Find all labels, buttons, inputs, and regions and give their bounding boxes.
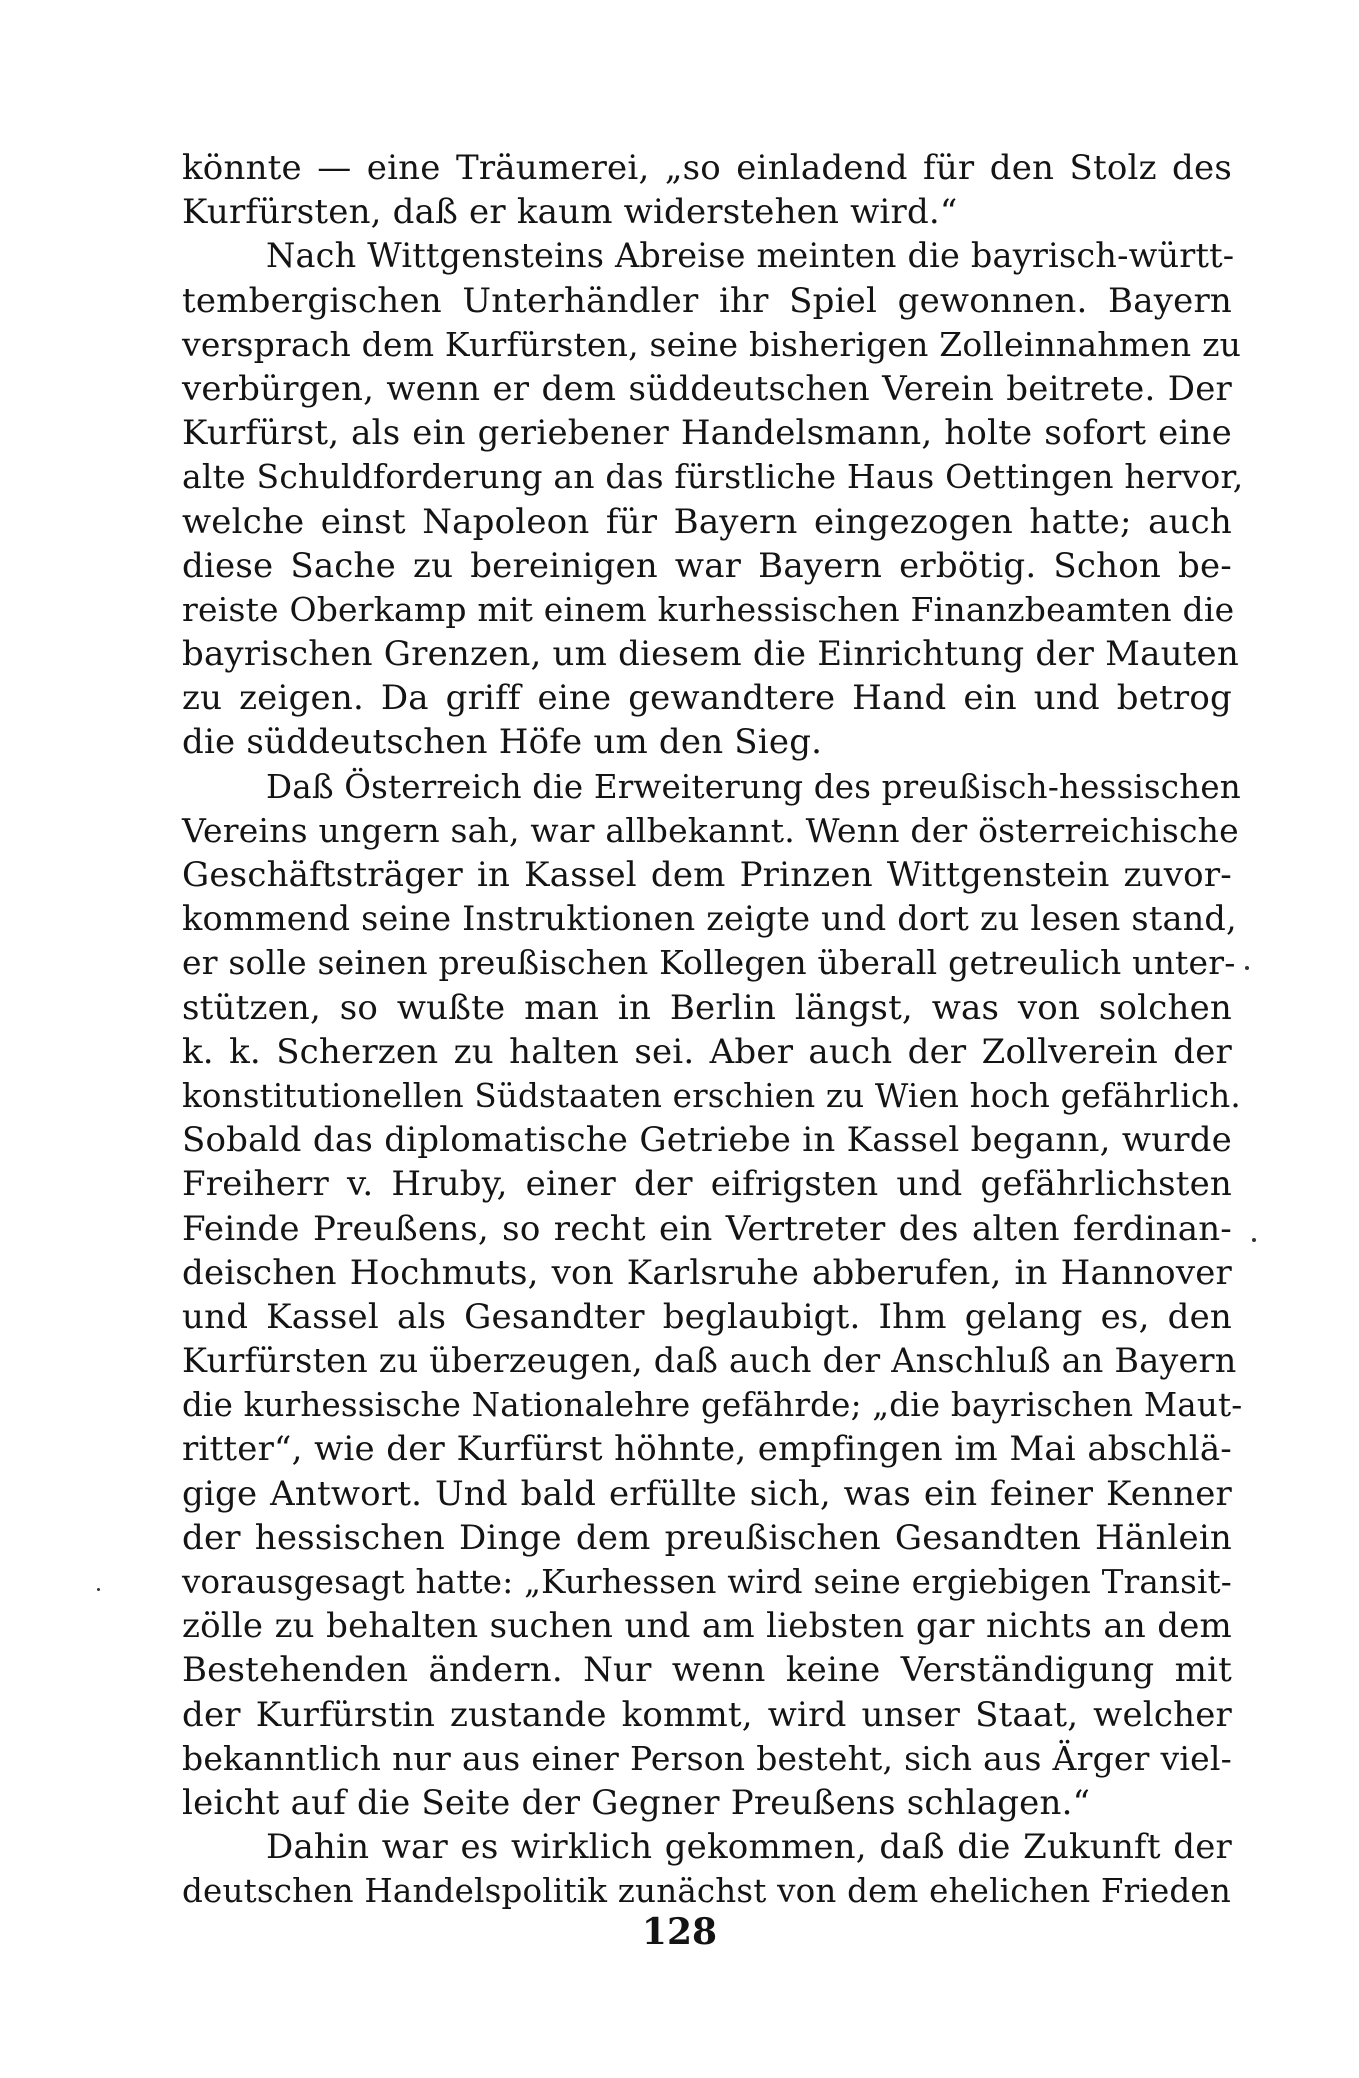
text-line: leicht auf die Seite der Gegner Preußens schlagen.“ [182,1782,1091,1823]
paragraph [182,146,1232,234]
text-line: die süddeutschen Höfe um den Sieg. [182,722,823,763]
text-line: gige Antwort. Und bald erfüllte sich, was ein feiner Kenner [182,1473,1232,1514]
text-line: deutschen Handelspolitik zunächst von dem ehelichen Frieden [182,1872,1231,1911]
paragraph [182,234,1244,764]
text-line: alte Schuldforderung an das fürstliche Haus Oettingen hervor, [182,457,1244,497]
text-line: verbürgen, wenn er dem süddeutschen Verein beitrete. Der [182,368,1232,409]
text-line: diese Sache zu bereinigen war Bayern erbötig. Schon be- [182,545,1232,586]
text-line: vorausgesagt hatte: „Kurhessen wird seine ergiebigen Transit- [182,1563,1232,1601]
text-line: Vereins ungern sah, war allbekannt. Wenn der österreichische [182,810,1239,850]
text-line: deischen Hochmuts, von Karlsruhe abberufen, in Hannover [182,1252,1232,1293]
text-line: reiste Oberkamp mit einem kurhessischen Finanzbeamten die [182,589,1235,629]
text-line: bekanntlich nur aus einer Person besteht, sich aus Ärger viel- [182,1738,1232,1778]
text-line: Freiherr v. Hruby, einer der eifrigsten und gefährlichsten [182,1164,1232,1205]
text-line: stützen, so wußte man in Berlin längst, was von solchen [182,987,1232,1028]
text-line: versprach dem Kurfürsten, seine bisherigen Zolleinnahmen zu [182,324,1242,364]
text-line: Kurfürst, als ein geriebener Handelsmann, holte sofort eine [182,413,1232,454]
text-line: Daß Österreich die Erweiterung des preußisch-hessischen [266,767,1241,806]
scan-speck [1245,966,1249,970]
text-line: er solle seinen preußischen Kollegen überall getreulich unter- [182,943,1236,983]
paragraph [182,765,1243,1826]
text-line: Sobald das diplomatische Getriebe in Kassel begann, wurde [182,1120,1232,1161]
text-line: Kurfürsten zu überzeugen, daß auch der Anschluß an Bayern [182,1341,1237,1381]
text-line: Bestehenden ändern. Nur wenn keine Verständigung mit [182,1650,1232,1691]
text-line: tembergischen Unterhändler ihr Spiel gewonnen. Bayern [182,280,1232,321]
paragraph [182,1825,1232,1913]
text-line: Nach Wittgensteins Abreise meinten die bayrisch-württ- [266,236,1235,276]
text-line: der hessischen Dinge dem preußischen Gesandten Hänlein [182,1517,1232,1558]
text-line: konstitutionellen Südstaaten erschien zu Wien hoch gefährlich. [182,1076,1241,1115]
text-line: ritter“, wie der Kurfürst höhnte, empfingen im Mai abschlä- [182,1429,1232,1470]
page-number: 128 [641,1911,718,1953]
body-text [182,146,1244,1914]
text-line: welche einst Napoleon für Bayern eingezogen hatte; auch [182,501,1232,542]
text-line: die kurhessische Nationalehre gefährde; „die bayrischen Maut- [182,1386,1243,1425]
text-line: Kurfürsten, daß er kaum widerstehen wird.“ [182,192,958,233]
text-line: Feinde Preußens, so recht ein Vertreter des alten ferdinan- [182,1208,1232,1249]
text-line: Dahin war es wirklich gekommen, daß die Zukunft der [266,1827,1232,1868]
text-line: k. k. Scherzen zu halten sei. Aber auch der Zollverein der [182,1031,1232,1072]
scan-speck [97,1588,100,1591]
text-line: und Kassel als Gesandter beglaubigt. Ihm gelang es, den [182,1296,1232,1337]
text-line: Geschäftsträger in Kassel dem Prinzen Wittgenstein zuvor- [182,855,1232,895]
text-line: kommend seine Instruktionen zeigte und dort zu lesen stand, [182,899,1237,939]
text-line: bayrischen Grenzen, um diesem die Einrichtung der Mauten [182,634,1239,675]
text-line: der Kurfürstin zustande kommt, wird unser Staat, welcher [182,1694,1232,1735]
scan-speck [1252,1238,1256,1242]
text-line: könnte — eine Träumerei, „so einladend für den Stolz des [182,148,1232,188]
text-line: zu zeigen. Da griff eine gewandtere Hand ein und betrog [182,678,1232,719]
text-line: zölle zu behalten suchen und am liebsten gar nichts an dem [182,1606,1232,1647]
